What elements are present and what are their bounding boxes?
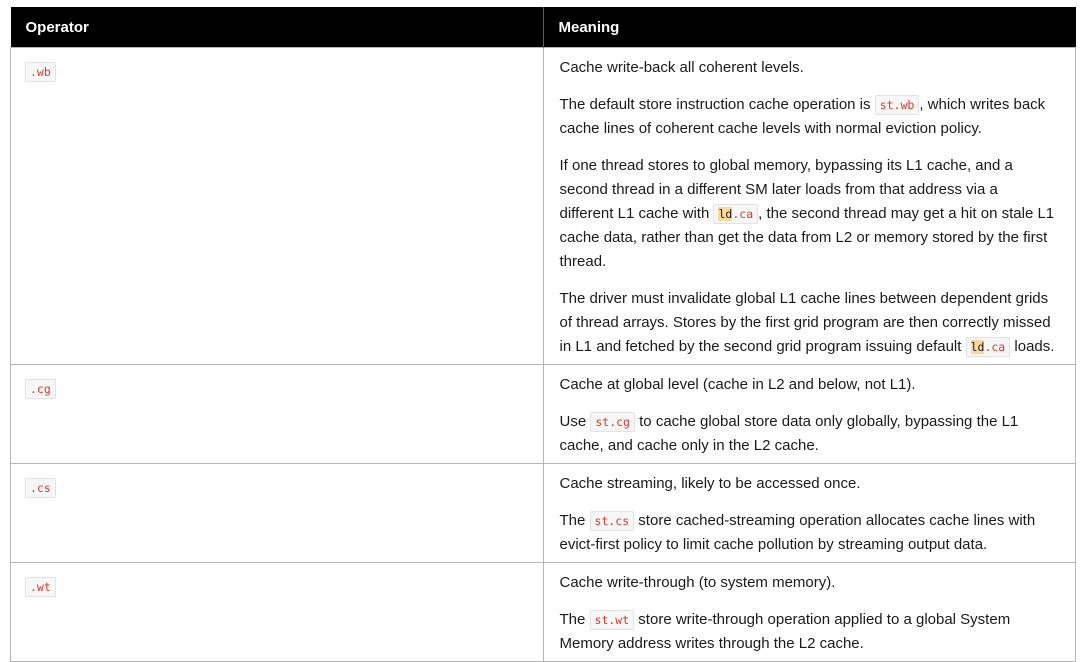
paragraph-text: If one thread stores to global memory, bypassing its L1 cache, and a second thread in a different SM later loads from that address via a different L1 cache with [559, 157, 1013, 222]
inline-code: st.cs [590, 511, 635, 531]
meaning-paragraph [560, 608, 1056, 656]
meaning-cell [543, 365, 1076, 464]
paragraph-text: to cache global store data only globally, bypassing the L1 cache, and cache only in the L2 cache. [559, 413, 1019, 454]
paragraph-text: , which writes back cache lines of coherent cache levels with normal eviction policy. [559, 96, 1046, 137]
inline-code: st.wt [590, 610, 635, 630]
operator-cell [11, 464, 544, 563]
paragraph-text: store cached-streaming operation allocates cache lines with evict-first policy to limit cache pollution by streaming output data. [559, 512, 1036, 553]
cache-operators-table [10, 7, 1076, 662]
paragraph-text: loads. [1010, 338, 1055, 355]
search-highlight: ld [718, 207, 733, 221]
operator-cell [11, 48, 544, 365]
operator-code: .wt [25, 577, 56, 597]
meaning-paragraph [560, 509, 1056, 557]
meaning-cell [543, 48, 1076, 365]
meaning-paragraph [560, 287, 1056, 359]
search-highlight: ld [970, 340, 985, 354]
paragraph-text: Use [559, 413, 591, 430]
meaning-summary: Cache write-back all coherent levels. [559, 59, 804, 76]
paragraph-text: The driver must invalidate global L1 cache lines between dependent grids of thread arrays. Stores by the first grid program are then correctly missed in L1 and fetched by the second grid program issuing default [559, 290, 1051, 355]
operator-column-header: Operator [11, 7, 544, 48]
operator-cell [11, 563, 544, 662]
inline-code [713, 204, 758, 224]
paragraph-text: store write-through operation applied to a global System Memory address writes through the L2 cache. [559, 611, 1011, 652]
meaning-paragraph [560, 93, 1056, 141]
operator-code: .cs [25, 478, 56, 498]
meaning-summary: Cache streaming, likely to be accessed once. [559, 475, 861, 492]
meaning-summary: Cache at global level (cache in L2 and below, not L1). [559, 376, 916, 393]
table-row [11, 48, 1076, 365]
meaning-paragraph [560, 154, 1056, 274]
inline-code: st.wb [875, 95, 920, 115]
meaning-paragraph [560, 410, 1056, 458]
meaning-column-header: Meaning [543, 7, 1076, 48]
meaning-summary: Cache write-through (to system memory). [559, 574, 836, 591]
paragraph-text: The default store instruction cache operation is [559, 96, 875, 113]
meaning-cell [543, 464, 1076, 563]
operator-cell [11, 365, 544, 464]
table-row [11, 464, 1076, 563]
paragraph-text: The [559, 611, 590, 628]
inline-code-rest: .ca [732, 207, 754, 221]
inline-code [966, 337, 1011, 357]
table-row [11, 365, 1076, 464]
inline-code: st.cg [590, 412, 635, 432]
paragraph-text: , the second thread may get a hit on stale L1 cache data, rather than get the data from L2 or memory stored by the first thread. [559, 205, 1055, 270]
meaning-cell [543, 563, 1076, 662]
inline-code-rest: .ca [984, 340, 1006, 354]
operator-code: .wb [25, 62, 56, 82]
table-header-row [11, 7, 1076, 48]
paragraph-text: The [559, 512, 590, 529]
table-row [11, 563, 1076, 662]
operator-code: .cg [25, 379, 56, 399]
